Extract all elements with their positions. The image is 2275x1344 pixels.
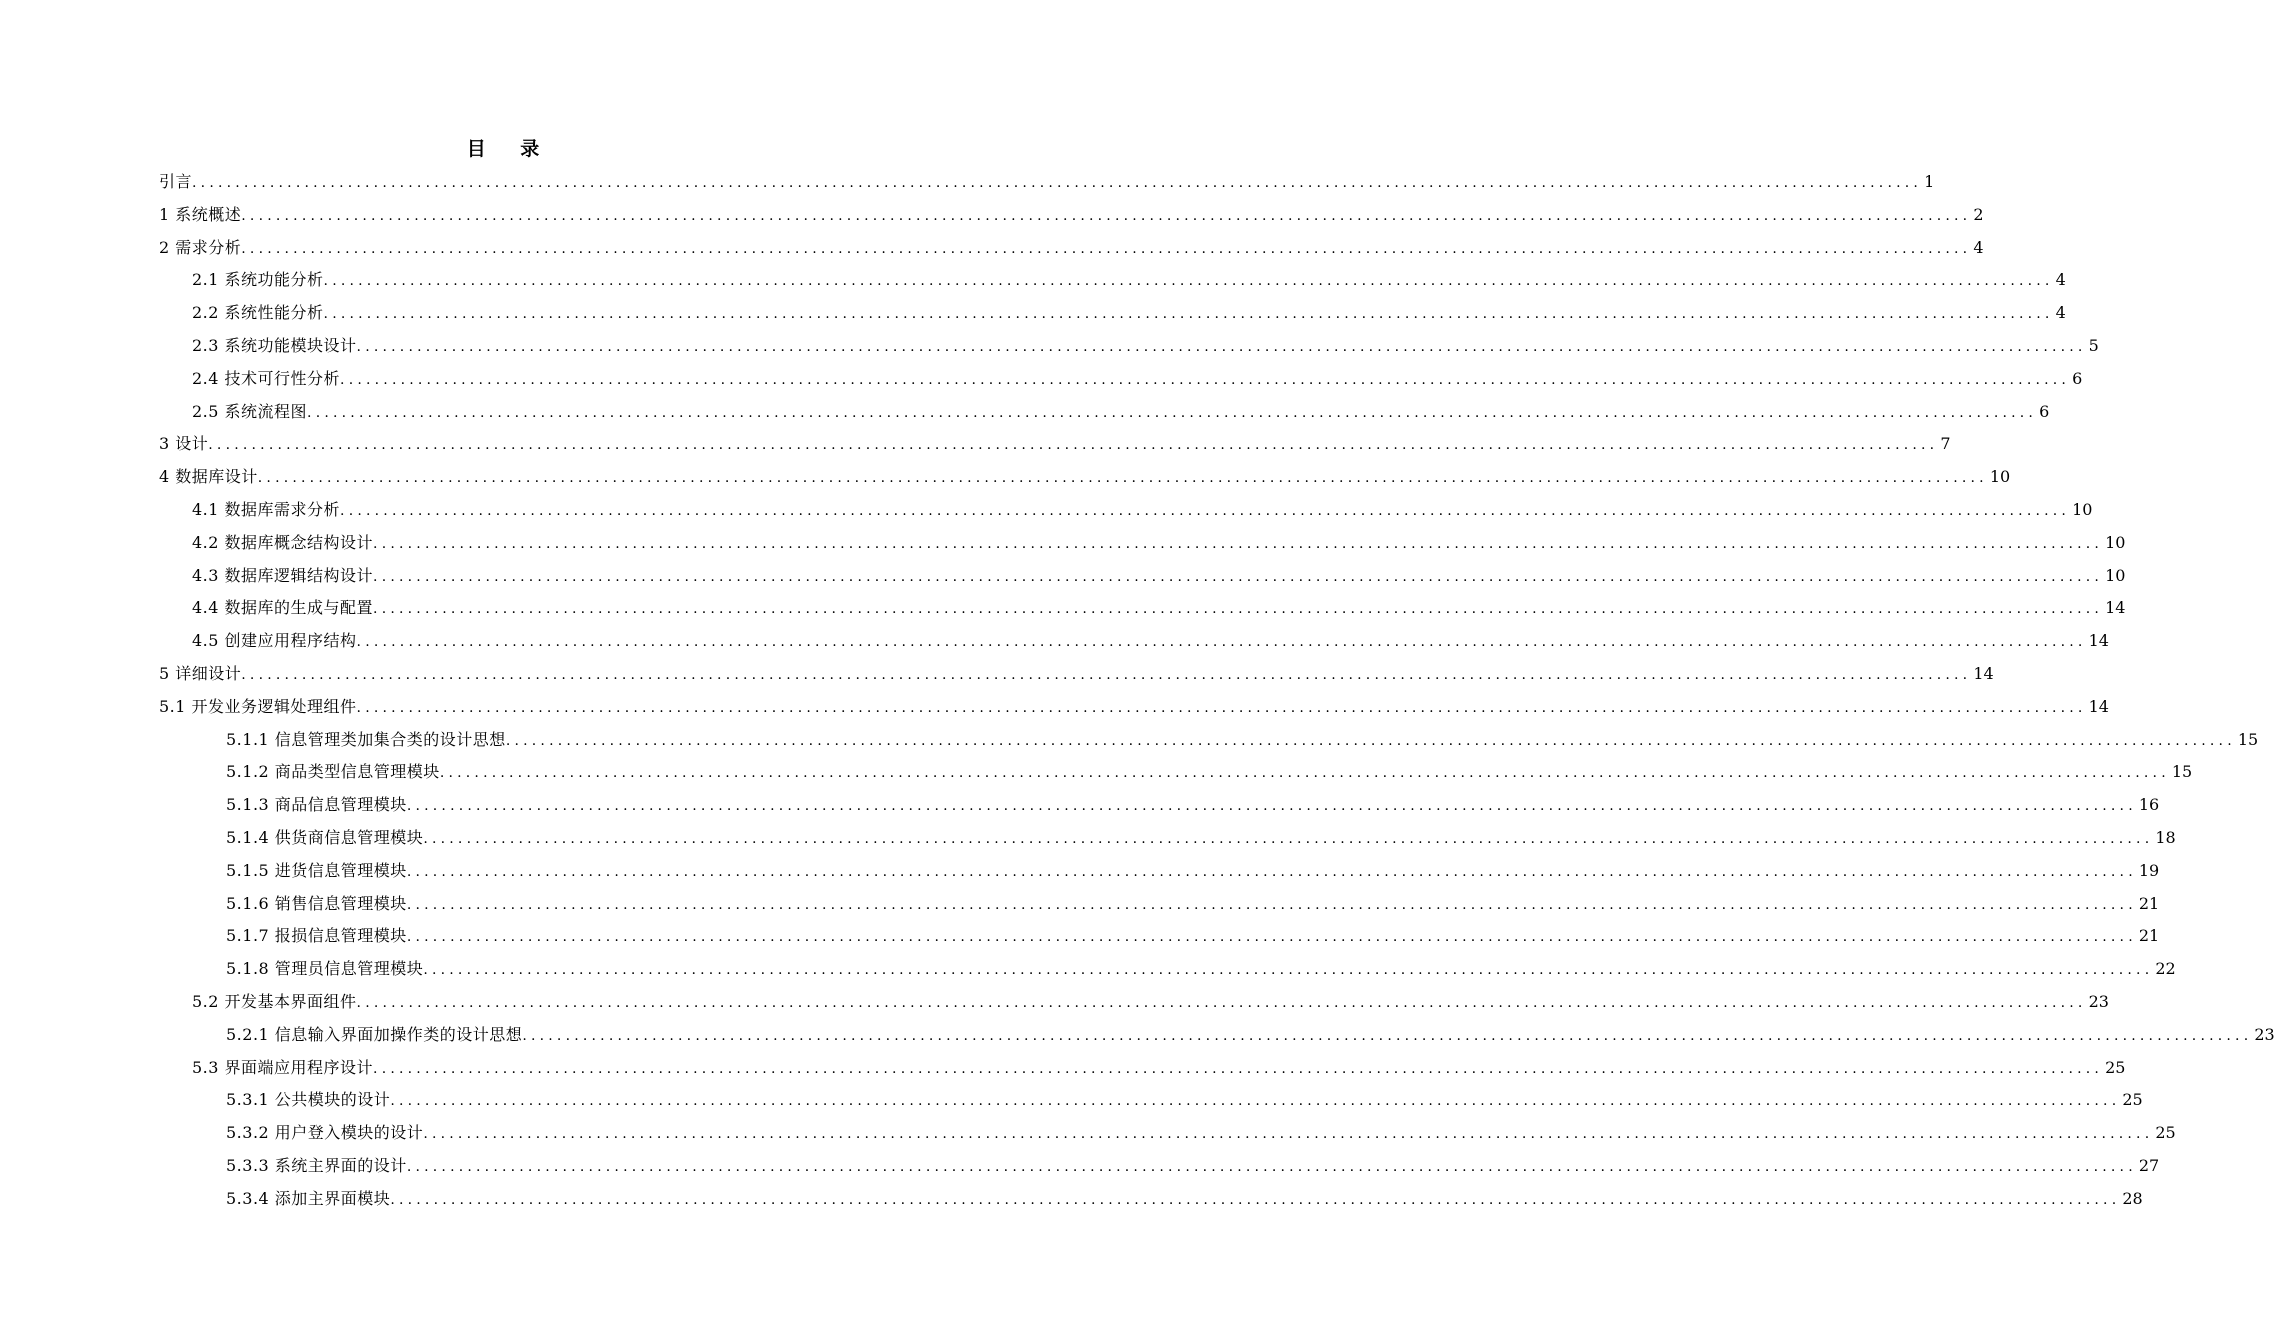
toc-page-number: 22 bbox=[2155, 959, 2176, 979]
toc-entry[interactable] bbox=[159, 658, 1994, 691]
toc-leader-dots: ........................................................................................................................................................................................................ bbox=[505, 732, 2236, 749]
toc-entry[interactable] bbox=[159, 855, 2160, 888]
toc-page-number: 14 bbox=[2088, 631, 2109, 651]
toc-entry[interactable] bbox=[159, 166, 1935, 199]
toc-page-number: 25 bbox=[2105, 1057, 2126, 1077]
toc-entry[interactable] bbox=[159, 264, 2066, 297]
toc-entry[interactable] bbox=[159, 953, 2176, 986]
toc-page-number: 4 bbox=[1973, 237, 1984, 257]
toc-leader-dots: ........................................................................................................................................................................................................ bbox=[406, 896, 2137, 913]
toc-page-number: 6 bbox=[2072, 368, 2083, 388]
toc-page-number: 21 bbox=[2138, 926, 2160, 946]
toc-leader-dots: ........................................................................................................................................................................................................ bbox=[356, 699, 2087, 716]
toc-leader-dots: ........................................................................................................................................................................................................ bbox=[241, 666, 1972, 683]
toc-leader-dots: ........................................................................................................................................................................................................ bbox=[439, 765, 2170, 782]
toc-entry-label: 2 需求分析 bbox=[159, 237, 242, 257]
toc-entry-label: 3 设计 bbox=[159, 434, 209, 454]
toc-entry-label: 5.2.1 信息输入界面加操作类的设计思想 bbox=[226, 1024, 523, 1044]
toc-entry-label: 5.1.3 商品信息管理模块 bbox=[226, 795, 407, 815]
toc-page-number: 21 bbox=[2138, 893, 2160, 913]
toc-entry[interactable] bbox=[159, 527, 2126, 560]
toc-entry-label: 2.2 系统性能分析 bbox=[192, 303, 324, 323]
toc-entry[interactable] bbox=[159, 297, 2066, 330]
table-of-contents bbox=[159, 166, 2275, 1216]
toc-entry-label: 5.1.4 供货商信息管理模块 bbox=[226, 827, 424, 847]
toc-entry[interactable] bbox=[159, 625, 2109, 658]
toc-page-number: 10 bbox=[2105, 532, 2126, 552]
toc-entry-label: 2.1 系统功能分析 bbox=[192, 270, 324, 290]
toc-leader-dots: ........................................................................................................................................................................................................ bbox=[390, 1191, 2121, 1208]
toc-leader-dots: ........................................................................................................................................................................................................ bbox=[406, 929, 2137, 946]
toc-entry[interactable] bbox=[159, 494, 2093, 527]
toc-entry[interactable] bbox=[159, 822, 2176, 855]
toc-entry[interactable] bbox=[159, 1084, 2143, 1117]
toc-entry[interactable] bbox=[159, 330, 2099, 363]
toc-entry[interactable] bbox=[159, 1117, 2176, 1150]
toc-leader-dots: ........................................................................................................................................................................................................ bbox=[522, 1027, 2253, 1044]
toc-page-number: 15 bbox=[2237, 729, 2259, 749]
toc-entry-label: 5.3.1 公共模块的设计 bbox=[226, 1090, 391, 1110]
toc-leader-dots: ........................................................................................................................................................................................................ bbox=[373, 535, 2104, 552]
toc-page-number: 28 bbox=[2122, 1188, 2143, 1208]
toc-leader-dots: ........................................................................................................................................................................................................ bbox=[423, 1126, 2154, 1143]
toc-entry-label: 5.3.3 系统主界面的设计 bbox=[226, 1155, 407, 1175]
toc-entry-label: 2.4 技术可行性分析 bbox=[192, 368, 341, 388]
toc-leader-dots: ........................................................................................................................................................................................................ bbox=[390, 1093, 2121, 1110]
toc-page-number: 23 bbox=[2254, 1024, 2275, 1044]
toc-leader-dots: ........................................................................................................................................................................................................ bbox=[356, 634, 2087, 651]
toc-entry-label: 1 系统概述 bbox=[159, 204, 242, 224]
toc-page-number: 19 bbox=[2138, 860, 2160, 880]
toc-page-number: 23 bbox=[2088, 991, 2109, 1011]
toc-page-number: 5 bbox=[2088, 335, 2099, 355]
toc-entry-label: 5.3 界面端应用程序设计 bbox=[192, 1057, 374, 1077]
toc-entry-label: 5.1.8 管理员信息管理模块 bbox=[226, 959, 424, 979]
toc-leader-dots: ........................................................................................................................................................................................................ bbox=[406, 798, 2137, 815]
toc-entry-label: 5.3.4 添加主界面模块 bbox=[226, 1188, 391, 1208]
toc-leader-dots: ........................................................................................................................................................................................................ bbox=[192, 175, 1923, 191]
toc-page-number: 7 bbox=[1940, 434, 1951, 454]
toc-leader-dots: ........................................................................................................................................................................................................ bbox=[241, 240, 1972, 257]
toc-entry-label: 4.1 数据库需求分析 bbox=[192, 499, 341, 519]
toc-entry[interactable] bbox=[159, 920, 2160, 953]
toc-leader-dots: ........................................................................................................................................................................................................ bbox=[373, 568, 2104, 585]
toc-leader-dots: ........................................................................................................................................................................................................ bbox=[257, 470, 1988, 487]
toc-entry-label: 4 数据库设计 bbox=[159, 467, 258, 487]
toc-entry-label: 2.3 系统功能模块设计 bbox=[192, 335, 357, 355]
toc-leader-dots: ........................................................................................................................................................................................................ bbox=[241, 207, 1972, 224]
toc-entry-label: 5.1.1 信息管理类加集合类的设计思想 bbox=[226, 729, 506, 749]
toc-leader-dots: ........................................................................................................................................................................................................ bbox=[340, 502, 2071, 519]
toc-entry[interactable] bbox=[159, 1183, 2143, 1216]
toc-entry[interactable] bbox=[159, 461, 2011, 494]
toc-page-number: 10 bbox=[1989, 467, 2011, 487]
toc-page-number: 1 bbox=[1924, 172, 1935, 191]
toc-page-number: 2 bbox=[1973, 204, 1984, 224]
toc-leader-dots: ........................................................................................................................................................................................................ bbox=[356, 994, 2087, 1011]
toc-entry[interactable] bbox=[159, 986, 2109, 1019]
toc-entry-label: 5.3.2 用户登入模块的设计 bbox=[226, 1123, 424, 1143]
toc-leader-dots: ........................................................................................................................................................................................................ bbox=[406, 863, 2137, 880]
toc-entry[interactable] bbox=[159, 756, 2193, 789]
toc-entry[interactable] bbox=[159, 691, 2109, 724]
toc-page-number: 16 bbox=[2138, 795, 2160, 815]
toc-leader-dots: ........................................................................................................................................................................................................ bbox=[406, 1158, 2137, 1175]
toc-page-number: 18 bbox=[2155, 827, 2176, 847]
toc-page-number: 25 bbox=[2122, 1090, 2143, 1110]
toc-entry-label: 5.1.6 销售信息管理模块 bbox=[226, 893, 407, 913]
toc-entry[interactable] bbox=[159, 199, 1984, 232]
toc-entry[interactable] bbox=[159, 1150, 2160, 1183]
toc-page-number: 25 bbox=[2155, 1123, 2176, 1143]
toc-page-number: 14 bbox=[1973, 663, 1994, 683]
toc-leader-dots: ........................................................................................................................................................................................................ bbox=[423, 962, 2154, 979]
toc-leader-dots: ........................................................................................................................................................................................................ bbox=[423, 830, 2154, 847]
toc-entry-label: 引言 bbox=[159, 172, 193, 191]
toc-page-number: 10 bbox=[2105, 565, 2126, 585]
toc-title: 目 录 bbox=[466, 138, 554, 160]
toc-entry[interactable] bbox=[159, 428, 1951, 461]
toc-entry-label: 5.2 开发基本界面组件 bbox=[192, 991, 357, 1011]
toc-entry[interactable] bbox=[159, 560, 2126, 593]
toc-entry-label: 4.4 数据库的生成与配置 bbox=[192, 598, 374, 618]
toc-page-number: 15 bbox=[2171, 762, 2193, 782]
toc-page-number: 14 bbox=[2105, 598, 2126, 618]
toc-entry[interactable] bbox=[159, 724, 2259, 757]
toc-leader-dots: ........................................................................................................................................................................................................ bbox=[373, 601, 2104, 618]
toc-page-number: 14 bbox=[2088, 696, 2109, 716]
toc-leader-dots: ........................................................................................................................................................................................................ bbox=[323, 306, 2054, 323]
toc-leader-dots: ........................................................................................................................................................................................................ bbox=[373, 1060, 2104, 1077]
toc-entry-label: 4.3 数据库逻辑结构设计 bbox=[192, 565, 374, 585]
toc-entry[interactable] bbox=[159, 363, 2083, 396]
toc-leader-dots: ........................................................................................................................................................................................................ bbox=[307, 404, 2038, 421]
toc-page-number: 4 bbox=[2055, 270, 2066, 290]
toc-page-number: 4 bbox=[2055, 303, 2066, 323]
toc-page-number: 27 bbox=[2138, 1155, 2160, 1175]
toc-entry-label: 5.1.2 商品类型信息管理模块 bbox=[226, 762, 440, 782]
toc-entry-label: 5.1 开发业务逻辑处理组件 bbox=[159, 696, 357, 716]
toc-leader-dots: ........................................................................................................................................................................................................ bbox=[340, 371, 2071, 388]
toc-entry-label: 2.5 系统流程图 bbox=[192, 401, 308, 421]
toc-entry[interactable] bbox=[159, 232, 1984, 265]
toc-entry[interactable] bbox=[159, 592, 2126, 625]
toc-page-number: 6 bbox=[2039, 401, 2050, 421]
toc-entry-label: 5.1.7 报损信息管理模块 bbox=[226, 926, 407, 946]
toc-entry[interactable] bbox=[159, 789, 2160, 822]
toc-entry-label: 5 详细设计 bbox=[159, 663, 242, 683]
toc-leader-dots: ........................................................................................................................................................................................................ bbox=[208, 437, 1939, 454]
toc-entry-label: 5.1.5 进货信息管理模块 bbox=[226, 860, 407, 880]
toc-leader-dots: ........................................................................................................................................................................................................ bbox=[356, 338, 2087, 355]
toc-page-number: 10 bbox=[2072, 499, 2093, 519]
toc-entry[interactable] bbox=[159, 888, 2160, 921]
toc-leader-dots: ........................................................................................................................................................................................................ bbox=[323, 273, 2054, 290]
toc-entry[interactable] bbox=[159, 1052, 2126, 1085]
toc-entry[interactable] bbox=[159, 396, 2050, 429]
toc-entry-label: 4.5 创建应用程序结构 bbox=[192, 631, 357, 651]
toc-entry-label: 4.2 数据库概念结构设计 bbox=[192, 532, 374, 552]
toc-entry[interactable] bbox=[159, 1019, 2275, 1052]
